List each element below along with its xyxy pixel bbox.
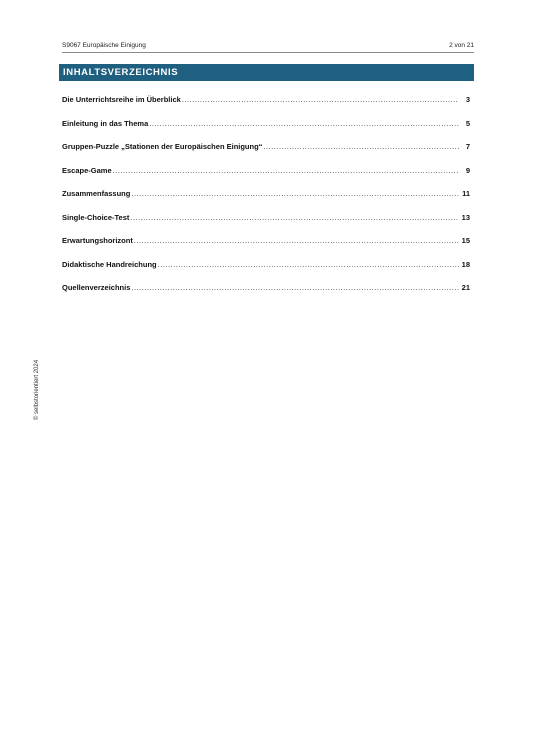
toc-entry[interactable] <box>62 283 470 307</box>
toc-dot-leader <box>263 142 459 151</box>
toc-entry[interactable] <box>62 236 470 260</box>
toc-entry-title: Erwartungshorizont <box>62 236 133 245</box>
toc-entry-title: Quellenverzeichnis <box>62 283 131 292</box>
toc-entry-page: 11 <box>462 189 470 198</box>
toc-entry-page: 21 <box>461 283 470 292</box>
toc-list <box>62 95 470 307</box>
toc-entry[interactable] <box>62 142 470 166</box>
toc-heading: INHALTSVERZEICHNIS <box>59 64 474 81</box>
toc-dot-leader <box>113 166 459 175</box>
document-id-title: S9067 Europäische Einigung <box>62 42 146 49</box>
toc-entry-title: Escape-Game <box>62 165 112 175</box>
toc-dot-leader <box>134 236 459 245</box>
toc-entry-title: Die Unterrichtsreihe im Überblick <box>62 95 181 104</box>
toc-entry[interactable] <box>62 213 470 237</box>
toc-dot-leader <box>158 260 459 269</box>
toc-entry-page: 18 <box>461 259 470 269</box>
toc-entry-title: Single-Choice-Test <box>62 212 130 222</box>
toc-entry[interactable] <box>62 189 470 213</box>
toc-dot-leader <box>130 213 459 222</box>
toc-entry[interactable] <box>62 166 470 190</box>
toc-dot-leader <box>131 189 459 198</box>
copyright-notice: © selbstorientiert 2024 <box>34 359 40 421</box>
page-header <box>62 41 474 53</box>
toc-entry-page: 5 <box>465 118 470 128</box>
toc-dot-leader <box>149 119 459 128</box>
toc-entry-title: Zusammenfassung <box>62 189 131 198</box>
toc-entry-title: Einleitung in das Thema <box>62 118 149 128</box>
toc-entry-page: 3 <box>465 95 470 104</box>
toc-entry-page: 13 <box>461 212 470 222</box>
toc-entry[interactable] <box>62 95 470 119</box>
toc-entry[interactable] <box>62 119 470 143</box>
toc-entry[interactable] <box>62 260 470 284</box>
toc-dot-leader <box>131 283 459 292</box>
toc-entry-title: Gruppen-Puzzle „Stationen der Europäischen Einigung“ <box>62 142 263 151</box>
toc-entry-page: 7 <box>465 142 470 151</box>
toc-entry-page: 9 <box>465 165 470 175</box>
page-number: 2 von 21 <box>449 42 474 49</box>
toc-entry-title: Didaktische Handreichung <box>62 259 157 269</box>
toc-entry-page: 15 <box>461 236 470 245</box>
toc-dot-leader <box>182 95 459 104</box>
